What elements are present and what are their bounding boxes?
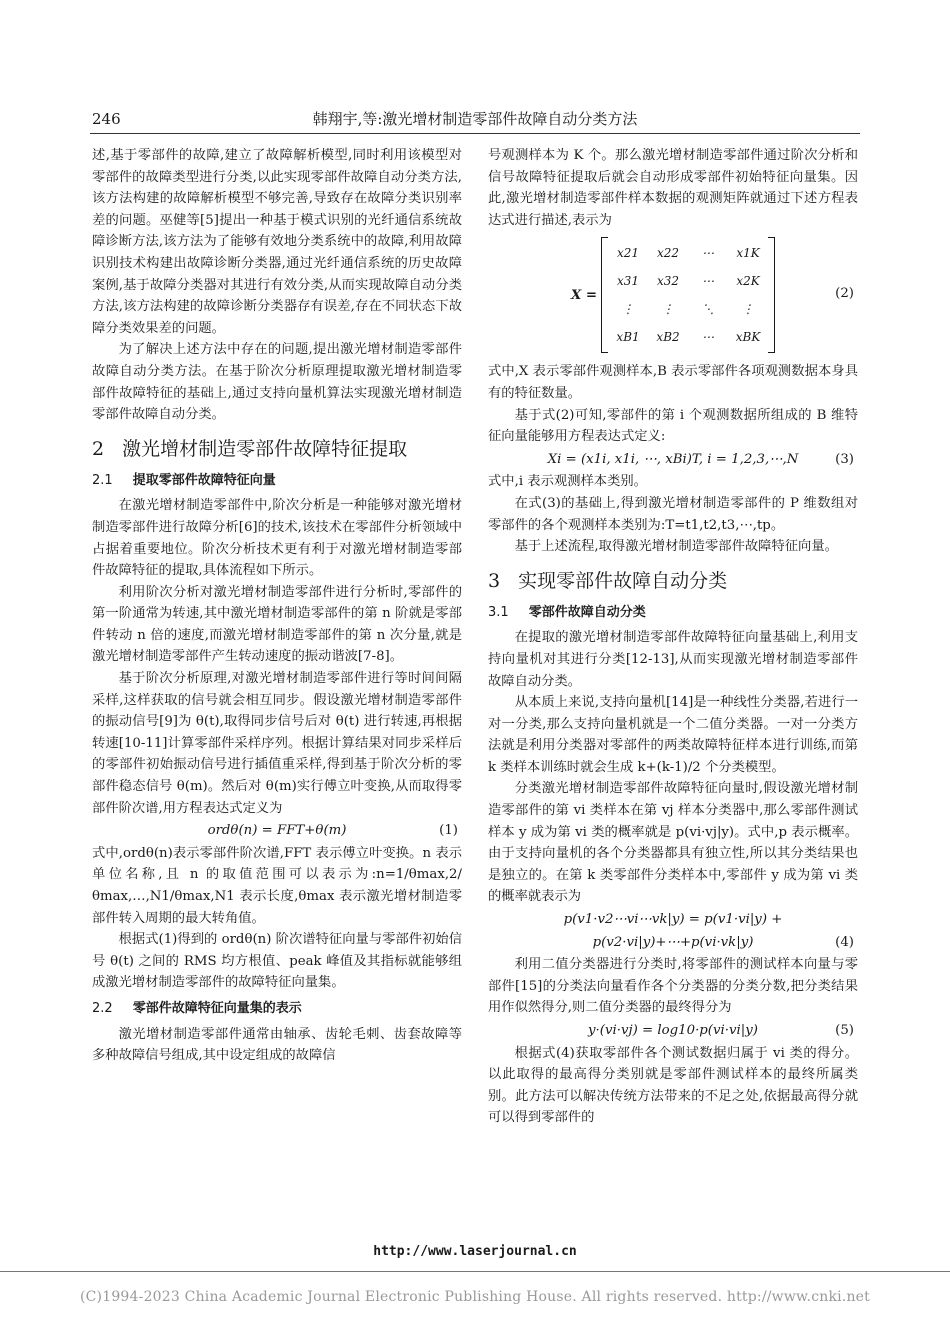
paragraph: 为了解决上述方法中存在的问题,提出激光增材制造零部件故障自动分类方法。在基于阶次分析原理提取激光增材制造零部件故障特征的基础上,通过支持向量机算法实现激光增材制造零部件故障自动分类。 xyxy=(92,342,462,423)
equation-body: y·(vi·vj) = log10·p(vi·vi|y) xyxy=(588,1023,758,1038)
section-number: 2 xyxy=(92,437,105,460)
subsection-title: 零部件故障特征向量集的表示 xyxy=(132,1000,302,1016)
paragraph: 利用阶次分析对激光增材制造零部件进行分析时,零部件的第一阶通常为转速,其中激光增材制造零部件的第 n 阶就是零部件转动 n 倍的速度,而激光增材制造零部件的第 n 次分量,就是激光增材制造零部件产生转动速度的振动谐波[7-8]。 xyxy=(92,584,462,665)
section-title: 实现零部件故障自动分类 xyxy=(518,569,728,592)
paragraph: 在提取的激光增材制造零部件故障特征向量基础上,利用支持向量机对其进行分类[12-13],从而实现激光增材制造零部件故障自动分类。 xyxy=(488,630,858,689)
paragraph: 基于式(2)可知,零部件的第 i 个观测数据所组成的 B 维特征向量能够用方程表达式定义: xyxy=(488,407,858,445)
subsection-number: 2.2 xyxy=(92,1000,113,1016)
paragraph: 从本质上来说,支持向量机[14]是一种线性分类器,若进行一对一分类,那么支持向量机就是一个二值分类器。一对一分类方法就是利用分类器对零部件的两类故障特征样本进行训练,而第 k 类样本训练时就会生成 k+(k-1)/2 个分类模型。 xyxy=(488,695,858,775)
header-rule xyxy=(90,133,860,134)
copyright-notice: (C)1994-2023 China Academic Journal Electronic Publishing House. All rights reserved. http://www.cnki.net xyxy=(79,1289,870,1305)
section-heading-3 xyxy=(488,568,858,594)
paragraph: 基于上述流程,取得激光增材制造零部件故障特征向量。 xyxy=(514,539,838,555)
matrix-grid xyxy=(608,239,768,351)
paragraph: 利用二值分类器进行分类时,将零部件的测试样本向量与零部件[15]的分类法向量看作各个分类器的分类分数,把分类结果用作似然得分,则二值分类器的最终得分为 xyxy=(488,957,858,1016)
subsection-title: 提取零部件故障特征向量 xyxy=(132,472,276,488)
matrix-cell: x1K xyxy=(736,245,760,260)
equation-number: (1) xyxy=(439,823,458,839)
equation-number: (2) xyxy=(835,286,854,302)
paragraph: 式中,X 表示零部件观测样本,B 表示零部件各项观测数据本身具有的特征数量。 xyxy=(488,364,858,401)
matrix-cell: x22 xyxy=(657,245,680,260)
section-title: 激光增材制造零部件故障特征提取 xyxy=(122,437,408,460)
subsection-heading-3-1 xyxy=(488,602,858,624)
subsection-heading-2-2 xyxy=(92,998,462,1020)
running-title: 韩翔宇,等:激光增材制造零部件故障自动分类方法 xyxy=(312,110,638,128)
equation-body: p(v1·v2⋯vi⋯vk|y) = p(v1·vi|y) + xyxy=(563,912,783,928)
equation-5 xyxy=(488,1020,858,1042)
equation-body: Xi = (x1i, x1i, ⋯, xBi)T, i = 1,2,3,⋯,N xyxy=(547,451,799,467)
equation-number: (3) xyxy=(835,451,854,467)
paragraph: 根据式(1)得到的 ordθ(n) 阶次谱特征向量与零部件初始信号 θ(t) 之间的 RMS 均方根值、peak 峰值及其指标就能够组成激光增材制造零部件的故障特征向量集。 xyxy=(92,932,462,991)
equation-4-line-1 xyxy=(488,909,858,931)
paragraph: 在激光增材制造零部件中,阶次分析是一种能够对激光增材制造零部件进行故障分析[6]的技术,该技术在零部件分析领域中占据着重要地位。阶次分析技术更有利于对激光增材制造零部件故障特征的提取,具体流程如下所示。 xyxy=(92,498,462,579)
section-heading-2 xyxy=(92,436,462,462)
subsection-title: 零部件故障自动分类 xyxy=(528,604,646,620)
footer-rule xyxy=(0,1271,950,1272)
left-bracket xyxy=(601,237,608,353)
equation-body: p(v2·vi|y)+⋯+p(vi·vk|y) xyxy=(592,934,754,950)
matrix-cell: x21 xyxy=(617,245,640,260)
matrix-cell: ⋯ xyxy=(702,273,715,288)
matrix-cell: xB1 xyxy=(616,329,640,344)
left-column xyxy=(92,145,462,1067)
matrix-cell: ⋱ xyxy=(702,301,715,316)
matrix-equation-2 xyxy=(488,235,858,355)
paragraph: 分类激光增材制造零部件故障特征向量时,假设激光增材制造零部件的第 vi 类样本在第 vj 样本分类器中,那么零部件测试样本 y 成为第 vi 类的概率就是 p(vi·vj|y)。式中,p 表示概率。由于支持向量机的各个分类器都具有独立性,所以其分类结果也是独立的。在第 k 类零部件分类样本中,零部件 y 成为第 vi 类的概率就表示为 xyxy=(488,781,858,905)
subsection-heading-2-1 xyxy=(92,470,462,492)
equation-number: (5) xyxy=(835,1023,854,1038)
paragraph: 号观测样本为 K 个。那么激光增材制造零部件通过阶次分析和信号故障特征提取后就会自动形成零部件初始特征向量集。因此,激光增材制造零部件样本数据的观测矩阵就通过下述方程表达式进行描述,表示为 xyxy=(488,148,858,228)
right-column xyxy=(488,145,858,1129)
equation-1 xyxy=(92,820,462,842)
subsection-number: 2.1 xyxy=(92,472,113,488)
matrix-cell: x32 xyxy=(657,273,680,288)
paragraph: 激光增材制造零部件通常由轴承、齿轮毛刺、齿套故障等多种故障信号组成,其中设定组成的故障信 xyxy=(92,1026,462,1064)
page-number: 246 xyxy=(92,110,121,128)
matrix-cell: x2K xyxy=(736,273,760,288)
paragraph: 式中,ordθ(n)表示零部件阶次谱,FFT 表示傅立叶变换。n 表示单位名称,且 n 的取值范围可以表示为:n=1/θmax,2/θmax,…,N1/θmax,N1 表示长度,θmax 表示激光增材制造零部件转入周期的最大转角值。 xyxy=(92,845,462,926)
paragraph: 根据式(4)获取零部件各个测试数据归属于 vi 类的得分。以此取得的最高得分类别就是零部件测试样本的最终所属类别。此方法可以解决传统方法带来的不足之处,依据最高得分就可以得到零部件的 xyxy=(488,1045,858,1126)
journal-url[interactable]: http://www.laserjournal.cn xyxy=(373,1244,577,1259)
paragraph: 式中,i 表示观测样本类别。 xyxy=(488,474,647,490)
matrix-cell: ⋯ xyxy=(702,329,715,344)
right-bracket xyxy=(768,237,775,353)
matrix-cell: ⋮ xyxy=(622,301,635,316)
matrix-cell: xBK xyxy=(735,329,761,344)
matrix-cell: ⋮ xyxy=(742,301,755,316)
equation-4-line-2 xyxy=(488,932,858,954)
matrix-cell: ⋮ xyxy=(662,301,675,316)
subsection-number: 3.1 xyxy=(488,604,509,620)
matrix-cell: x31 xyxy=(617,273,640,288)
paragraph: 述,基于零部件的故障,建立了故障解析模型,同时利用该模型对零部件的故障类型进行分类,以此实现零部件故障自动分类方法,该方法构建的故障解析模型不够完善,导致存在故障分类识别率差的问题。巫健等[5]提出一种基于模式识别的光纤通信系统故障诊断方法,该方法为了能够有效地分类系统中的故障,利用故障识别技术构建出故障诊断分类器,通过光纤通信系统的历史故障案例,基于故障分类器对其进行有效分类,从而实现故障自动分类方法,该方法构建的故障诊断分类器存有误差,存在不同状态下故障分类效果差的问题。 xyxy=(92,148,462,336)
matrix-cell: xB2 xyxy=(656,329,680,344)
section-number: 3 xyxy=(488,569,501,592)
matrix-label: X = xyxy=(570,287,598,303)
paragraph: 基于阶次分析原理,对激光增材制造零部件进行等时间间隔采样,这样获取的信号就会相互同步。假设激光增材制造零部件的振动信号[9]为 θ(t),取得同步信号后对 θ(t) 进行转速,再根据转速[10-11]计算零部件采样序列。根据计算结果对同步采样后的零部件初始振动信号进行插值重采样,得到基于阶次分析的零部件稳态信号 θ(m)。然后对 θ(m)实行傅立叶变换,从而取得零部件阶次谱,用方程表达式定义为 xyxy=(92,671,462,816)
matrix-cell: ⋯ xyxy=(702,245,715,260)
paragraph: 在式(3)的基础上,得到激光增材制造零部件的 P 维数组对零部件的各个观测样本类别为:T=t1,t2,t3,⋯,tp。 xyxy=(488,495,858,533)
equation-body: ordθ(n) = FFT+θ(m) xyxy=(207,823,347,839)
equation-3 xyxy=(488,449,858,471)
equation-number: (4) xyxy=(835,934,854,950)
